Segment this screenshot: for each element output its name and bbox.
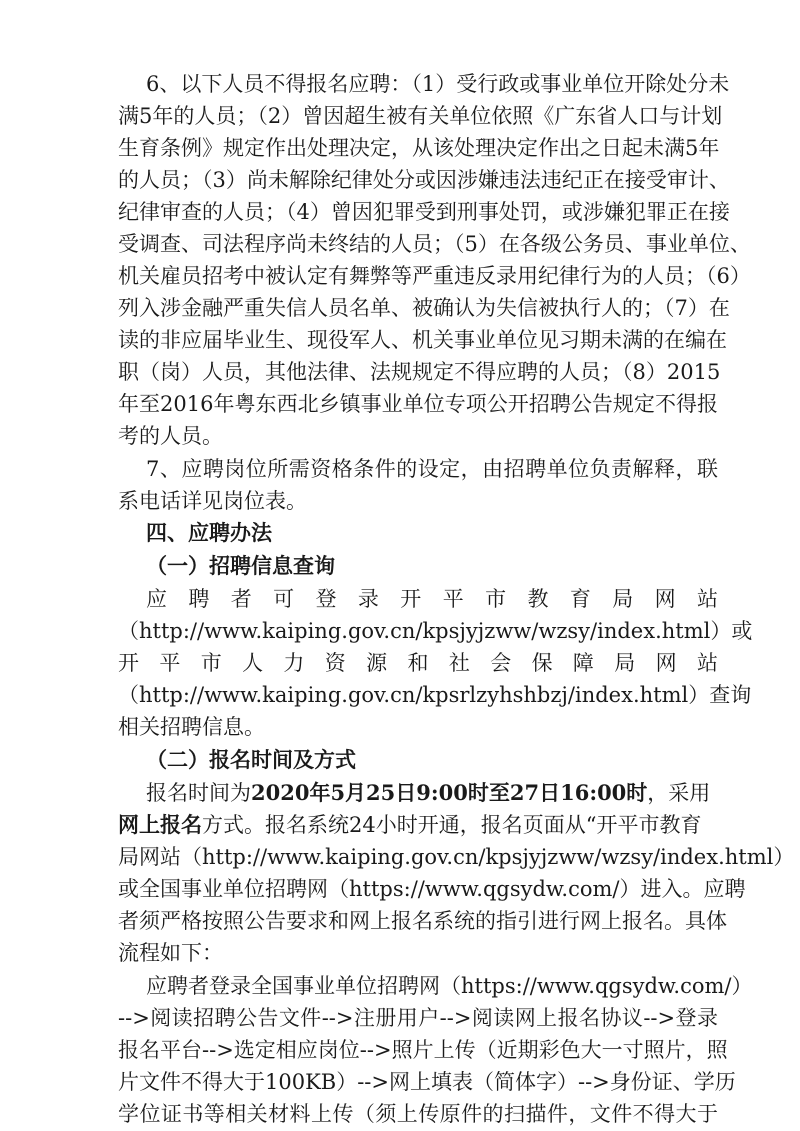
para-text: 方式。报名系统24小时开通，报名页面从“开平市教育 [202, 813, 702, 837]
para-line: 满5年的人员；（2）曾因超生被有关单位依照《广东省人口与计划 [118, 104, 723, 128]
para-line: 相关招聘信息。 [118, 715, 265, 739]
para-text: ，采用 [647, 781, 711, 805]
para-line: 应聘者可登录开平市教育局网站 [146, 587, 718, 611]
para-line: 考的人员。 [118, 424, 223, 448]
para-line: 开平市人力资源和社会保障局网站 [118, 651, 718, 675]
para-line: 学位证书等相关材料上传（须上传原件的扫描件，文件不得大于 [118, 1102, 718, 1126]
para-line: 片文件不得大于100KB）-->网上填表（简体字）-->身份证、学历 [118, 1070, 736, 1094]
registration-period: 2020年5月25日9:00时至27日16:00时 [251, 780, 648, 805]
para-line: 流程如下： [118, 941, 223, 965]
registration-method: 网上报名 [118, 812, 202, 837]
para-line: 机关雇员招考中被认定有舞弊等严重违反录用纪律行为的人员；（6） [118, 264, 751, 288]
para-line: 纪律审查的人员；（4）曾因犯罪受到刑事处罚，或涉嫌犯罪正在接 [118, 200, 730, 224]
para-line: 年至2016年粤东西北乡镇事业单位专项公开招聘公告规定不得报 [118, 392, 718, 416]
para-line: 受调查、司法程序尚未终结的人员；（5）在各级公务员、事业单位、 [118, 232, 751, 256]
url-line: （http://www.kaiping.gov.cn/kpsrlzyhshbzj/index.html）查询 [118, 683, 752, 707]
para-text: 报名时间为 [146, 781, 251, 805]
url-line: （http://www.kaiping.gov.cn/kpsjyjzww/wzsy/index.html）或 [118, 619, 753, 643]
section-heading: 四、应聘办法 [146, 520, 272, 545]
para-line: 读的非应届毕业生、现役军人、机关事业单位见习期未满的在编在 [118, 328, 727, 352]
para-line: 报名平台-->选定相应岗位-->照片上传（近期彩色大一寸照片，照 [118, 1038, 728, 1062]
para-line: 的人员；（3）尚未解除纪律处分或因涉嫌违法违纪正在接受审计、 [118, 168, 730, 192]
subsection-heading: （二）报名时间及方式 [146, 747, 356, 772]
url-line: 局网站（http://www.kaiping.gov.cn/kpsjyjzww/wzsy/index.html） [118, 845, 795, 869]
para-line: 列入涉金融严重失信人员名单、被确认为失信被执行人的；（7）在 [118, 296, 730, 320]
url-line: 或全国事业单位招聘网（https://www.qgsydw.com/）进入。应聘 [118, 877, 746, 901]
para-line: 7、应聘岗位所需资格条件的设定，由招聘单位负责解释，联 [146, 457, 718, 481]
para-line: 生育条例》规定作出处理决定，从该处理决定作出之日起未满5年 [118, 136, 720, 160]
subsection-heading: （一）招聘信息查询 [146, 553, 335, 578]
para-line-mixed [118, 811, 718, 839]
para-line: 职（岗）人员，其他法律、法规规定不得应聘的人员；（8）2015 [118, 360, 721, 384]
para-line: 6、以下人员不得报名应聘：（1）受行政或事业单位开除处分未 [146, 72, 730, 96]
para-line: 者须严格按照公告要求和网上报名系统的指引进行网上报名。具体 [118, 909, 727, 933]
para-line-mixed [146, 779, 718, 807]
para-line: -->阅读招聘公告文件-->注册用户-->阅读网上报名协议-->登录 [118, 1006, 718, 1030]
para-line: 系电话详见岗位表。 [118, 489, 307, 513]
url-line: 应聘者登录全国事业单位招聘网（https://www.qgsydw.com/） [146, 974, 753, 998]
